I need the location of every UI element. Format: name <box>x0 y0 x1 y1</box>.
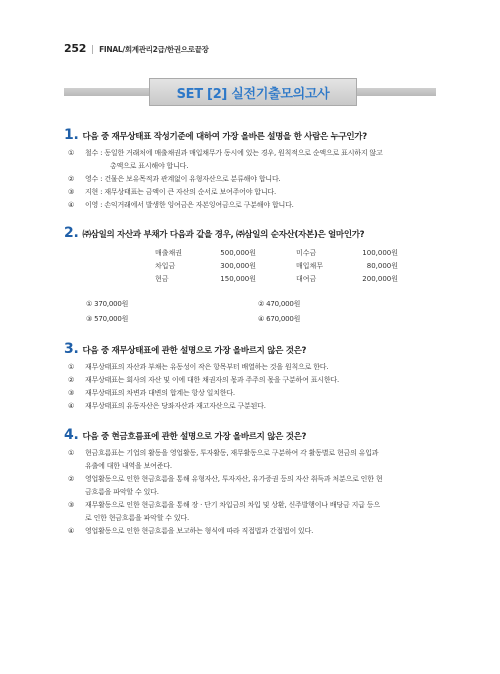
question-1-options <box>64 147 440 212</box>
table-row <box>155 246 398 259</box>
section-banner <box>149 78 357 106</box>
question-number: 2. <box>64 225 79 241</box>
table-label: 대여금 <box>296 274 317 283</box>
question-2 <box>64 226 440 240</box>
table-value: 100,000원 <box>362 248 398 257</box>
option-line: 재무상태표는 회사의 자산 및 이에 대한 채권자의 몫과 주주의 몫을 구분하여 표시한다. <box>85 376 339 384</box>
option-marker: ③ <box>68 501 75 509</box>
option-text: 670,000원 <box>266 315 301 323</box>
option-marker: ④ <box>68 201 75 209</box>
option-3[interactable] <box>68 186 440 199</box>
option-line: 재무상태표의 유동자산은 당좌자산과 재고자산으로 구분된다. <box>85 402 266 410</box>
option-4[interactable] <box>68 525 440 538</box>
option-text: 470,000원 <box>266 300 301 308</box>
option-marker: ① <box>68 363 75 371</box>
option-marker: ② <box>68 175 75 183</box>
question-1 <box>64 128 440 212</box>
question-3-title <box>64 342 440 356</box>
option-3[interactable] <box>86 314 128 324</box>
option-marker: ③ <box>68 188 75 196</box>
option-marker: ② <box>68 376 75 384</box>
table-value: 150,000원 <box>220 274 256 283</box>
option-3[interactable] <box>68 499 440 525</box>
option-marker: ③ <box>68 389 75 397</box>
question-number: 3. <box>64 341 79 357</box>
book-title: FINAL/회계관리2급/한권으로끝장 <box>99 45 209 54</box>
option-line: 현금흐름표는 기업의 활동을 영업활동, 투자활동, 재무활동으로 구분하여 각 활동별로 현금의 유입과 <box>85 449 379 457</box>
option-line: 영업활동으로 인한 현금흐름을 보고하는 형식에 따라 직접법과 간접법이 있다. <box>85 527 314 535</box>
table-label: 차입금 <box>155 261 176 270</box>
option-line: 영업활동으로 인한 현금흐름을 통해 유형자산, 투자자산, 유가증권 등의 자산 취득과 처분으로 인한 현 <box>85 475 383 483</box>
option-marker: ③ <box>86 315 93 323</box>
option-text: 370,000원 <box>94 300 129 308</box>
option-marker: ① <box>68 449 75 457</box>
table-row <box>155 259 398 272</box>
question-text: ㈜삼일의 자산과 부채가 다음과 같을 경우, ㈜삼일의 순자산(자본)은 얼마인가? <box>82 230 365 240</box>
option-1[interactable] <box>86 299 128 309</box>
option-4[interactable] <box>68 400 440 413</box>
option-marker: ② <box>68 475 75 483</box>
page-number: 252 <box>64 42 87 55</box>
option-marker: ① <box>68 149 75 157</box>
table-label: 매출채권 <box>155 248 183 257</box>
option-line: 유출에 대한 내역을 보여준다. <box>85 462 172 470</box>
option-marker: ② <box>258 300 265 308</box>
question-3-options <box>64 361 440 413</box>
question-text: 다음 중 재무상태표에 관한 설명으로 가장 올바르지 않은 것은? <box>82 346 307 356</box>
option-2[interactable] <box>258 299 300 309</box>
option-1[interactable] <box>68 447 440 473</box>
option-line: 이영 : 손익거래에서 발생한 잉여금은 자본잉여금으로 구분해야 합니다. <box>85 201 294 209</box>
option-marker: ① <box>86 300 93 308</box>
table-label: 매입채무 <box>296 261 324 270</box>
table-row <box>155 272 398 285</box>
question-4 <box>64 428 440 538</box>
table-label: 미수금 <box>296 248 317 257</box>
option-1[interactable] <box>68 147 440 173</box>
question-number: 4. <box>64 427 79 443</box>
question-text: 다음 중 재무상태표 작성기준에 대하여 가장 올바른 설명을 한 사람은 누구인가? <box>82 132 367 142</box>
option-line: 총액으로 표시해야 합니다. <box>110 162 189 170</box>
option-marker: ④ <box>258 315 265 323</box>
option-marker: ④ <box>68 527 75 535</box>
option-marker: ④ <box>68 402 75 410</box>
page-header <box>64 42 209 55</box>
option-1[interactable] <box>68 361 440 374</box>
option-2[interactable] <box>68 473 440 499</box>
table-label: 현금 <box>155 274 169 283</box>
question-4-title <box>64 428 440 442</box>
option-4[interactable] <box>258 314 300 324</box>
table-value: 200,000원 <box>362 274 398 283</box>
option-2[interactable] <box>68 173 440 186</box>
question-3 <box>64 342 440 413</box>
option-3[interactable] <box>68 387 440 400</box>
table-value: 500,000원 <box>220 248 256 257</box>
option-line: 지현 : 재무상태표는 금액이 큰 자산의 순서로 보여주어야 합니다. <box>85 188 276 196</box>
header-separator: | <box>91 45 95 55</box>
option-line: 재무상태표의 차변과 대변의 합계는 항상 일치한다. <box>85 389 235 397</box>
option-line: 금흐름을 파악할 수 있다. <box>85 488 159 496</box>
question-1-title <box>64 128 440 142</box>
option-line: 철수 : 동일한 거래처에 매출채권과 매입채무가 동시에 있는 경우, 원칙적으로 순액으로 표시하지 않고 <box>85 149 383 157</box>
balance-table <box>155 246 398 285</box>
section-title: SET [2] 실전기출모의고사 <box>176 86 330 102</box>
option-2[interactable] <box>68 374 440 387</box>
question-4-options <box>64 447 440 538</box>
question-number: 1. <box>64 127 79 143</box>
table-value: 300,000원 <box>220 261 256 270</box>
option-line: 영수 : 건물은 보유목적과 관계없이 유형자산으로 분류해야 합니다. <box>85 175 281 183</box>
question-text: 다음 중 현금흐름표에 관한 설명으로 가장 올바르지 않은 것은? <box>82 432 307 442</box>
option-line: 재무상태표의 자산과 부채는 유동성이 작은 항목부터 배열하는 것을 원칙으로 한다. <box>85 363 329 371</box>
option-text: 570,000원 <box>94 315 129 323</box>
table-value: 80,000원 <box>366 261 398 270</box>
option-line: 로 인한 현금흐름을 파악할 수 있다. <box>85 514 190 522</box>
option-line: 재무활동으로 인한 현금흐름을 통해 장 · 단기 차입금의 차입 및 상환, 신주발행이나 배당금 지급 등으 <box>85 501 380 509</box>
question-2-title <box>64 226 440 240</box>
option-4[interactable] <box>68 199 440 212</box>
